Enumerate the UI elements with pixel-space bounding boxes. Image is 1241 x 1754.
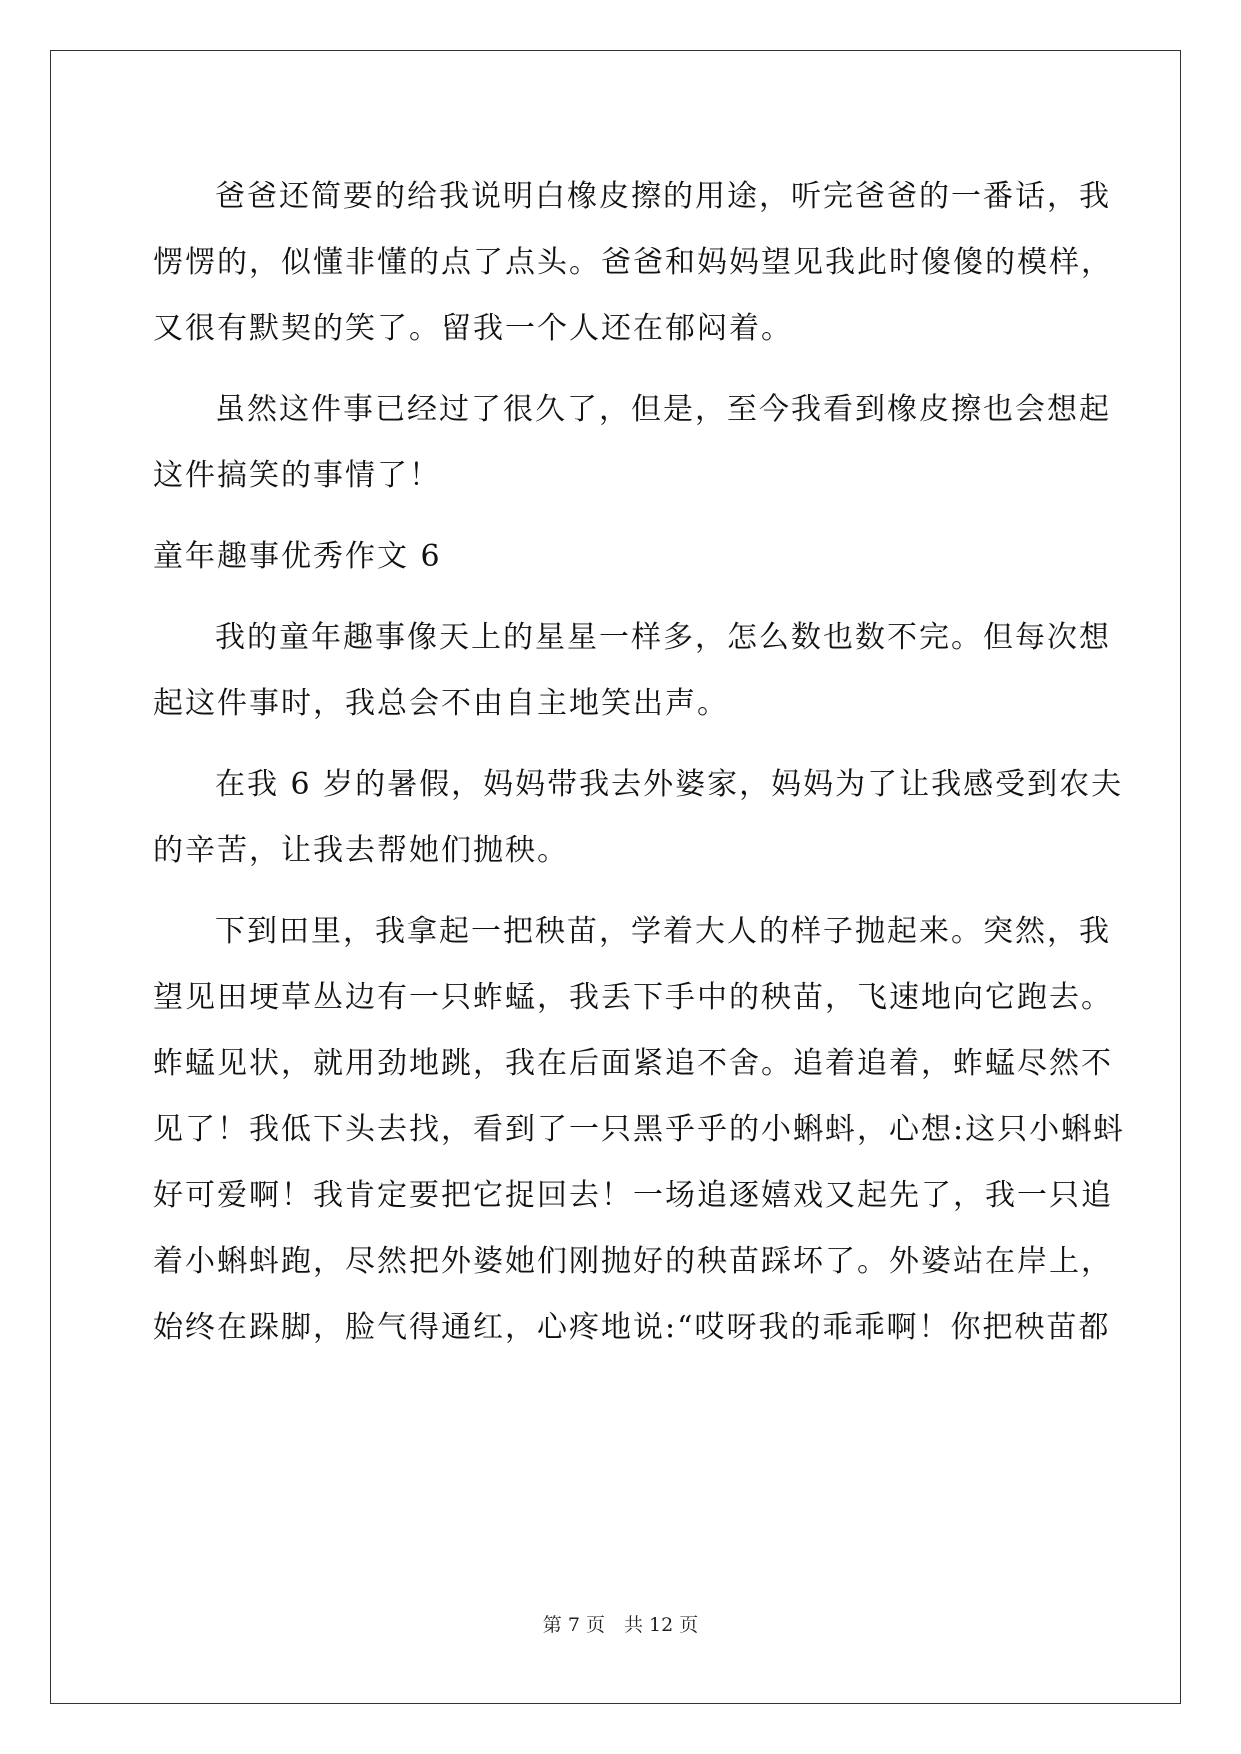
page-footer: 第 7 页 共 12 页 xyxy=(542,1614,699,1636)
paragraph-5-line-6: 着小蝌蚪跑，尽然把外婆她们刚抛好的秧苗踩坏了。外婆站在岸上， xyxy=(153,1244,1113,1279)
paragraph-2-line-1: 虽然这件事已经过了很久了，但是，至今我看到橡皮擦也会想起 xyxy=(215,392,1111,427)
paragraph-4-line-1: 在我 6 岁的暑假，妈妈带我去外婆家，妈妈为了让我感受到农夫 xyxy=(215,767,1124,802)
paragraph-2-line-2: 这件搞笑的事情了！ xyxy=(153,458,441,493)
document-body xyxy=(153,164,1126,1361)
paragraph-5-line-7: 始终在跺脚，脸气得通红，心疼地说:“哎呀我的乖乖啊！你把秧苗都 xyxy=(153,1310,1111,1345)
paragraph-5-line-2: 望见田埂草丛边有一只蚱蜢，我丢下手中的秧苗，飞速地向它跑去。 xyxy=(153,980,1113,1015)
paragraph-1-line-1: 爸爸还简要的给我说明白橡皮擦的用途，听完爸爸的一番话，我 xyxy=(215,179,1111,214)
paragraph-1-line-2: 愣愣的，似懂非懂的点了点头。爸爸和妈妈望见我此时傻傻的模样， xyxy=(153,245,1113,280)
paragraph-5-line-3: 蚱蜢见状，就用劲地跳，我在后面紧追不舍。追着追着，蚱蜢尽然不 xyxy=(153,1046,1113,1081)
paragraph-1-line-3: 又很有默契的笑了。留我一个人还在郁闷着。 xyxy=(153,311,793,346)
paragraph-4-line-2: 的辛苦，让我去帮她们抛秧。 xyxy=(153,833,569,868)
paragraph-5-line-1: 下到田里，我拿起一把秧苗，学着大人的样子抛起来。突然，我 xyxy=(215,914,1111,949)
section-heading: 童年趣事优秀作文 6 xyxy=(153,539,442,574)
paragraph-5-line-5: 好可爱啊！我肯定要把它捉回去！一场追逐嬉戏又起先了，我一只追 xyxy=(153,1178,1113,1213)
paragraph-3-line-1: 我的童年趣事像天上的星星一样多，怎么数也数不完。但每次想 xyxy=(215,620,1111,655)
paragraph-3-line-2: 起这件事时，我总会不由自主地笑出声。 xyxy=(153,686,729,721)
paragraph-5-line-4: 见了！我低下头去找，看到了一只黑乎乎的小蝌蚪，心想:这只小蝌蚪 xyxy=(153,1112,1126,1147)
